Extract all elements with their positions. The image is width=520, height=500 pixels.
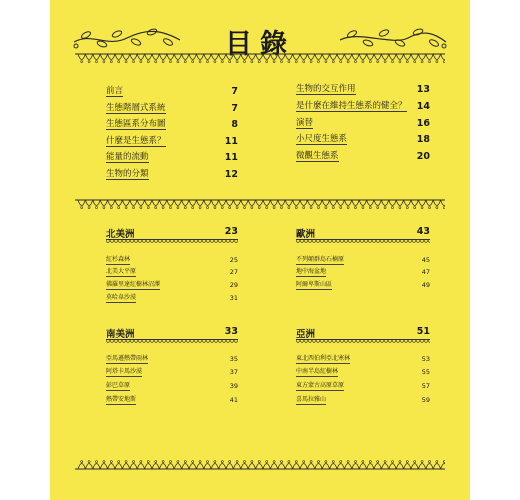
scallop-ornament bbox=[106, 240, 238, 246]
region-item[interactable]: 彭巴草原 39 bbox=[106, 382, 238, 390]
scallop-ornament bbox=[296, 240, 430, 246]
region-item[interactable]: 中南半島紅樹林 55 bbox=[296, 368, 430, 376]
toc-entry[interactable]: 生物的分類 12 bbox=[106, 169, 238, 180]
region-item[interactable]: 東方蒙古高原草原 57 bbox=[296, 382, 430, 390]
region-item[interactable]: 東北西伯利亞北寒林 53 bbox=[296, 355, 430, 363]
region-heading[interactable]: 南美洲 33 bbox=[106, 326, 238, 340]
region-item[interactable]: 亞馬遜熱帶雨林 35 bbox=[106, 355, 238, 363]
region-item[interactable]: 不列顛群島石楠原 45 bbox=[296, 256, 430, 264]
region-heading[interactable]: 北美洲 23 bbox=[106, 226, 238, 240]
toc-entry[interactable]: 生態階層式系統 7 bbox=[106, 103, 238, 114]
page-title: 目錄 bbox=[225, 29, 295, 60]
scallop-ornament bbox=[106, 340, 238, 346]
region-item[interactable]: 地中海盆地 47 bbox=[296, 268, 430, 276]
region-item[interactable]: 北美大平原 27 bbox=[106, 268, 238, 276]
lace-divider-top bbox=[75, 52, 445, 66]
toc-entry[interactable]: 能量的流動 11 bbox=[106, 152, 238, 163]
toc-entry[interactable]: 生態區系分布圖 8 bbox=[106, 119, 238, 130]
toc-entry[interactable]: 微觀生態系 20 bbox=[296, 151, 430, 162]
region-item[interactable]: 阿爾卑斯山區 49 bbox=[296, 281, 430, 289]
region-heading[interactable]: 歐洲 43 bbox=[296, 226, 430, 240]
toc-entry[interactable]: 是什麼在維持生態系的健全？ 14 bbox=[296, 101, 430, 112]
scallop-ornament bbox=[296, 340, 430, 346]
region-item[interactable]: 喜馬拉雅山 59 bbox=[296, 396, 430, 404]
toc-entry[interactable]: 生物的交互作用 13 bbox=[296, 84, 430, 95]
region-heading[interactable]: 亞洲 51 bbox=[296, 326, 430, 340]
region-item[interactable]: 阿塔卡馬沙漠 37 bbox=[106, 368, 238, 376]
toc-entry[interactable]: 小尺度生態系 18 bbox=[296, 134, 430, 145]
region-item[interactable]: 佛羅里達紅樹林沼澤 29 bbox=[106, 281, 238, 289]
region-item[interactable]: 熱帶安地斯 41 bbox=[106, 396, 238, 404]
lace-divider-middle bbox=[75, 198, 445, 212]
region-item[interactable]: 紅杉森林 25 bbox=[106, 256, 238, 264]
toc-page bbox=[50, 0, 470, 500]
toc-entry[interactable]: 前言 7 bbox=[106, 86, 238, 97]
region-item[interactable]: 莫哈韋沙漠 31 bbox=[106, 294, 238, 302]
toc-entry[interactable]: 什麼是生態系？ 11 bbox=[106, 136, 238, 147]
toc-entry[interactable]: 演替 16 bbox=[296, 118, 430, 129]
lace-divider-bottom bbox=[75, 458, 445, 472]
